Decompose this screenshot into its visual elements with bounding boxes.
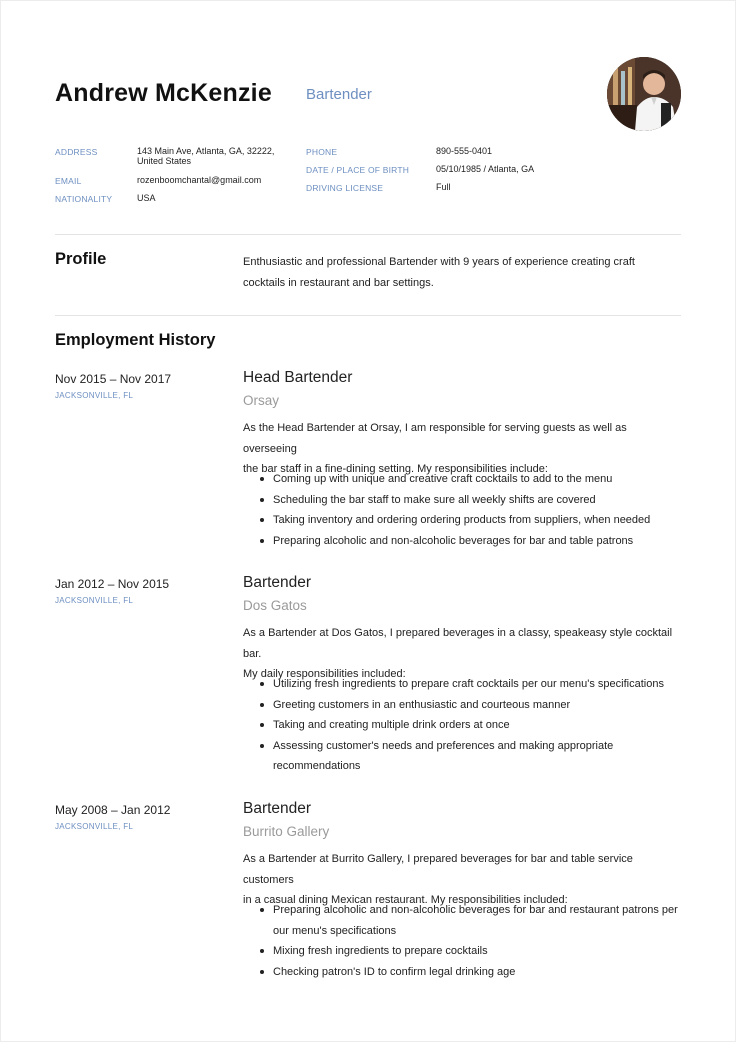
bullet-item: Taking inventory and ordering ordering products from suppliers, when needed (243, 510, 683, 531)
job-responsibilities (243, 674, 683, 777)
job-dates: Jan 2012 – Nov 2015 (55, 577, 170, 591)
phone-label: PHONE (306, 147, 338, 157)
bullet-item: Preparing alcoholic and non-alcoholic beverages for bar and restaurant patrons per (243, 900, 683, 921)
candidate-name: Andrew McKenzie (55, 79, 272, 107)
bullet-item: Coming up with unique and creative craft cocktails to add to the menu (243, 469, 683, 490)
email-label: EMAIL (55, 176, 82, 186)
bullet-continuation: our menu's specifications (273, 924, 397, 937)
job-description-line: As the Head Bartender at Orsay, I am responsible for serving guests as well as overseeing (243, 422, 627, 455)
job-employer: Burrito Gallery (243, 824, 330, 839)
job-dates: Nov 2015 – Nov 2017 (55, 372, 172, 386)
bullet-item: Greeting customers in an enthusiastic and courteous manner (243, 695, 683, 716)
profile-heading: Profile (55, 250, 107, 268)
job-responsibilities (243, 900, 683, 982)
job-employer: Orsay (243, 393, 280, 408)
job-description-line: the bar staff in a fine-dining setting. My responsibilities include: (243, 463, 548, 475)
phone-value: 890-555-0401 (436, 146, 493, 156)
bullet-item: Preparing alcoholic and non-alcoholic beverages for bar and table patrons (243, 531, 683, 552)
employment-heading: Employment History (55, 331, 216, 349)
dob-value: 05/10/1985 / Atlanta, GA (436, 164, 535, 174)
job-location: JACKSONVILLE, FL (55, 822, 134, 831)
license-value: Full (436, 182, 451, 192)
nationality-label: NATIONALITY (55, 194, 113, 204)
email-value: rozenboomchantal@gmail.com (137, 175, 262, 185)
profile-photo-image (607, 57, 681, 131)
job-description-line: As a Bartender at Burrito Gallery, I prepared beverages for bar and table service customers (243, 853, 633, 886)
job-role: Bartender (243, 574, 312, 591)
nationality-value: USA (137, 193, 156, 203)
profile-line: Enthusiastic and professional Bartender with 9 years of experience creating craft (243, 256, 635, 268)
divider (55, 234, 681, 235)
job-description-line: My daily responsibilities included: (243, 668, 406, 680)
profile-photo (607, 57, 681, 131)
bullet-item: Scheduling the bar staff to make sure all weekly shifts are covered (243, 490, 683, 511)
job-responsibilities (243, 469, 683, 551)
address-line2: United States (137, 156, 192, 166)
address-label: ADDRESS (55, 147, 98, 157)
license-label: DRIVING LICENSE (306, 183, 384, 193)
job-title: Bartender (306, 86, 372, 103)
profile-line: cocktails in restaurant and bar settings. (243, 276, 434, 289)
bullet-item: Assessing customer's needs and preferences and making appropriate (243, 736, 683, 757)
job-role: Bartender (243, 800, 312, 817)
bullet-item: Checking patron's ID to confirm legal drinking age (243, 962, 683, 983)
profile-text (243, 252, 683, 293)
dob-label: DATE / PLACE OF BIRTH (306, 165, 410, 175)
job-description-line: As a Bartender at Dos Gatos, I prepared beverages in a classy, speakeasy style cocktail bar. (243, 627, 673, 660)
divider (55, 315, 681, 316)
job-location: JACKSONVILLE, FL (55, 391, 134, 400)
bullet-item: Mixing fresh ingredients to prepare cocktails (243, 941, 683, 962)
job-role: Head Bartender (243, 369, 353, 386)
job-location: JACKSONVILLE, FL (55, 596, 134, 605)
bullet-item: Taking and creating multiple drink orders at once (243, 715, 683, 736)
job-employer: Dos Gatos (243, 598, 307, 613)
bullet-item: Utilizing fresh ingredients to prepare craft cocktails per our menu's specifications (243, 674, 683, 695)
bullet-continuation: recommendations (273, 760, 361, 772)
job-description-line: in a casual dining Mexican restaurant. My responsibilities included: (243, 894, 568, 906)
address-line1: 143 Main Ave, Atlanta, GA, 32222, (137, 146, 275, 156)
job-dates: May 2008 – Jan 2012 (55, 803, 171, 817)
